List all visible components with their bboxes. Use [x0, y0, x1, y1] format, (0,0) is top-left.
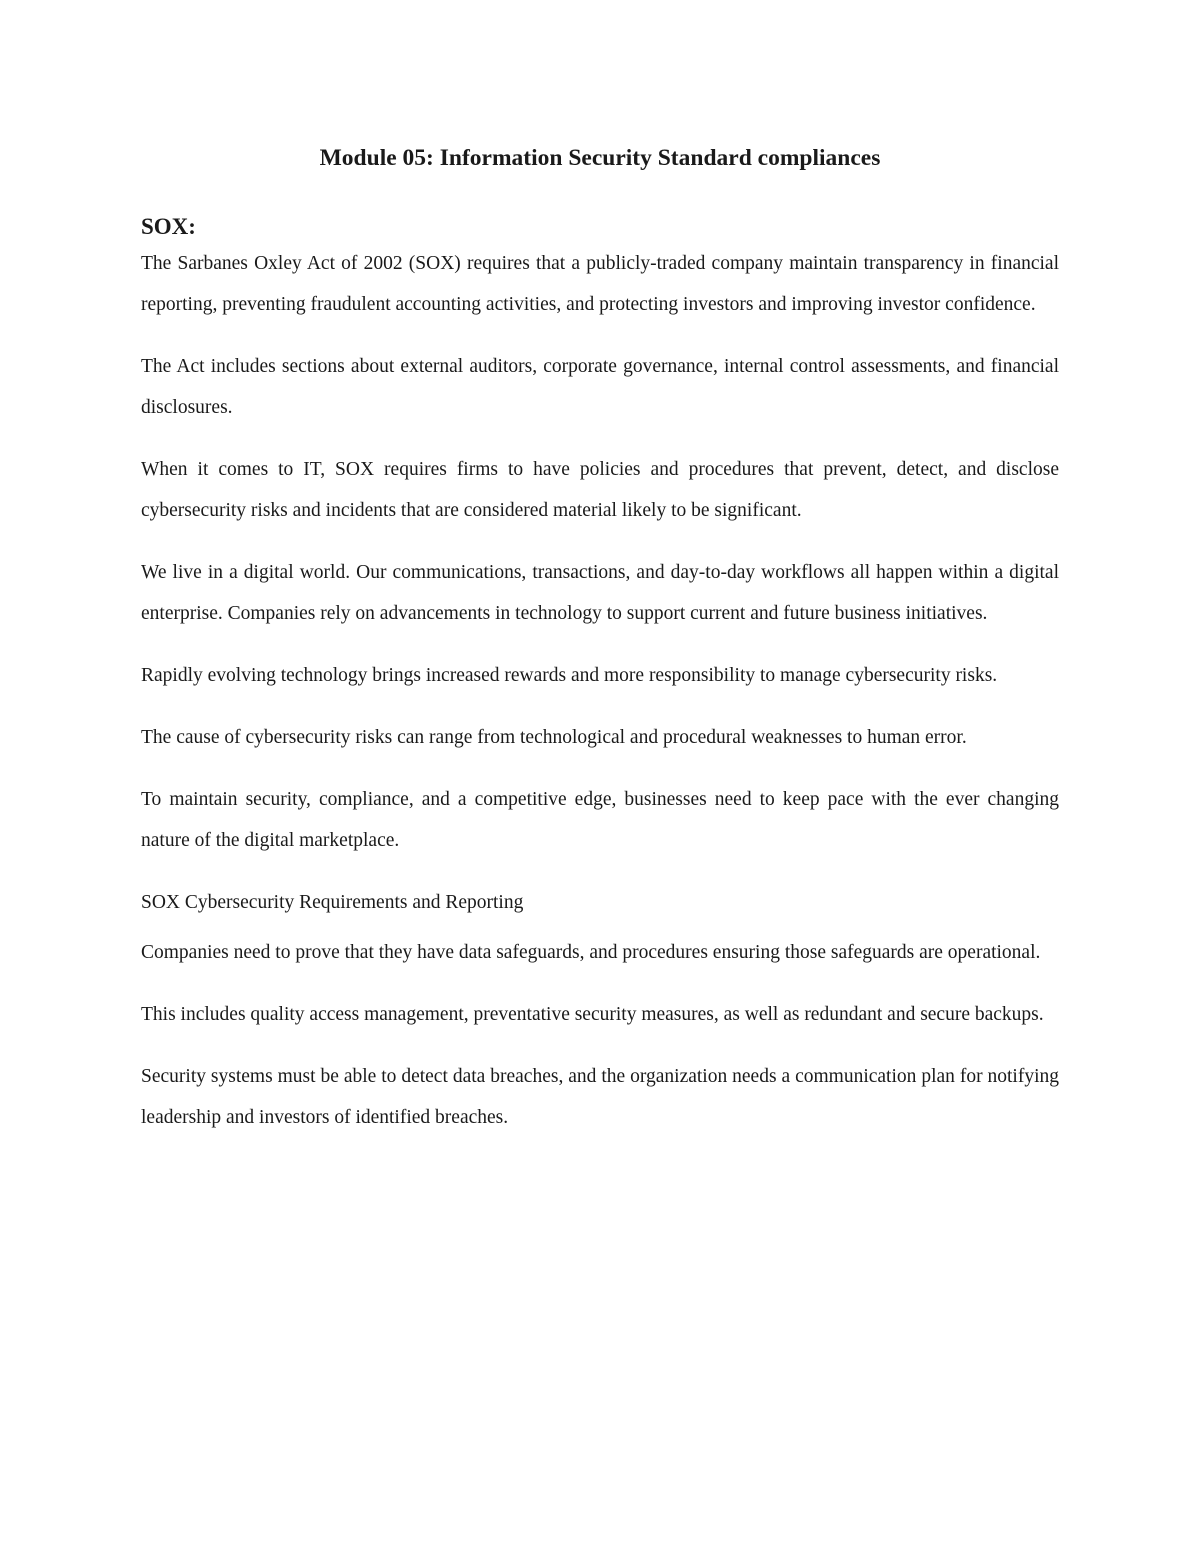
subsection-heading: SOX Cybersecurity Requirements and Reporting: [141, 892, 524, 913]
paragraph: The Sarbanes Oxley Act of 2002 (SOX) requires that a publicly-traded company maintain transparency in financial reporting, preventing fraudulent accounting activities, and protecting investors and improving investor confidence.: [141, 253, 1059, 315]
paragraph: Companies need to prove that they have data safeguards, and procedures ensuring those safeguards are operational.: [141, 942, 1041, 963]
document-body: [141, 243, 1059, 1159]
paragraph: When it comes to IT, SOX requires firms to have policies and procedures that prevent, detect, and disclose cybersecurity risks and incidents that are considered material likely to be significant.: [141, 459, 1059, 521]
document-title: Module 05: Information Security Standard compliances: [319, 145, 881, 171]
paragraph: The Act includes sections about external auditors, corporate governance, internal control assessments, and financial disclosures.: [141, 356, 1059, 418]
paragraph: To maintain security, compliance, and a competitive edge, businesses need to keep pace with the ever changing nature of the digital marketplace.: [141, 789, 1059, 851]
paragraph: The cause of cybersecurity risks can range from technological and procedural weaknesses to human error.: [141, 727, 967, 748]
section-heading-sox: SOX:: [141, 214, 196, 239]
paragraph: Rapidly evolving technology brings increased rewards and more responsibility to manage cybersecurity risks.: [141, 665, 998, 686]
paragraph: We live in a digital world. Our communications, transactions, and day-to-day workflows all happen within a digital enterprise. Companies rely on advancements in technology to support current and future business initiatives.: [141, 562, 1059, 624]
paragraph: This includes quality access management, preventative security measures, as well as redundant and secure backups.: [141, 1004, 1044, 1025]
paragraph: Security systems must be able to detect data breaches, and the organization needs a communication plan for notifying leadership and investors of identified breaches.: [141, 1066, 1059, 1128]
